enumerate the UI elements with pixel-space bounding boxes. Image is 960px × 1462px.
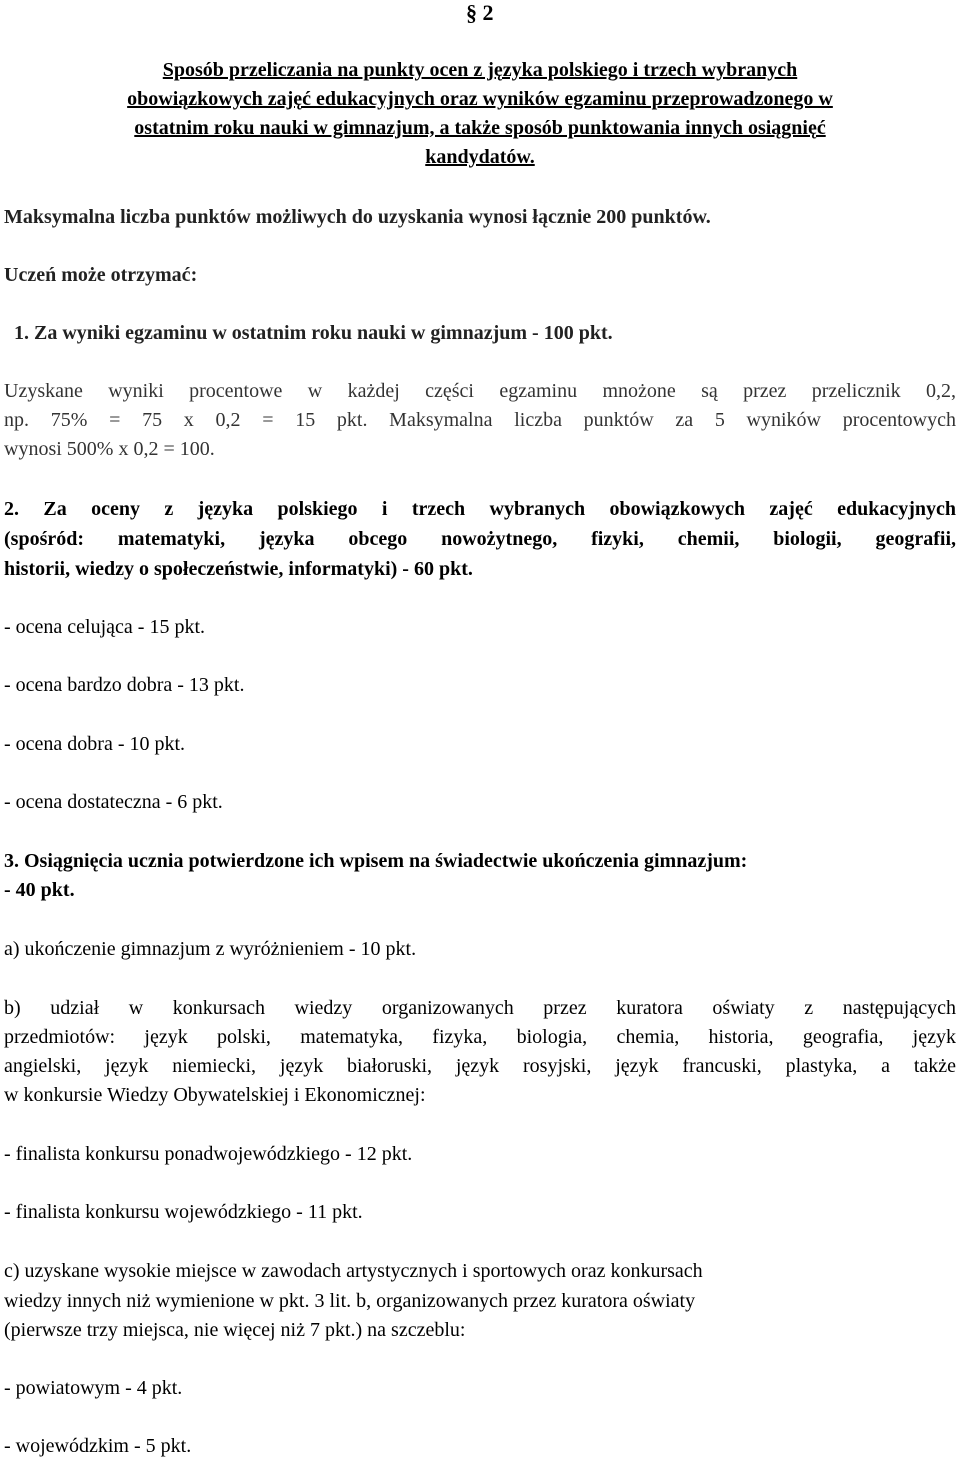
level-powiatowy: - powiatowym - 4 pkt. bbox=[4, 1377, 183, 1399]
item3-c-line-3: (pierwsze trzy miejsca, nie więcej niż 7 pkt.) na szczeblu: bbox=[4, 1319, 466, 1341]
grade-dobra: - ocena dobra - 10 pkt. bbox=[4, 733, 186, 755]
item2-line-3: historii, wiedzy o społeczeństwie, informatyki) - 60 pkt. bbox=[4, 558, 473, 580]
item1-line-3: wynosi 500% x 0,2 = 100. bbox=[4, 438, 215, 460]
level-wojewodzki: - wojewódzkim - 5 pkt. bbox=[4, 1435, 192, 1457]
item1-line-2: np. 75% = 75 x 0,2 = 15 pkt. Maksymalna liczba punktów za 5 wyników procentowych bbox=[4, 409, 956, 431]
title-line-3: ostatnim roku nauki w gimnazjum, a także sposób punktowania innych osiągnięć bbox=[134, 117, 826, 139]
grade-celujaca: - ocena celująca - 15 pkt. bbox=[4, 616, 206, 638]
title-line-2: obowiązkowych zajęć edukacyjnych oraz wyników egzaminu przeprowadzonego w bbox=[127, 88, 833, 110]
item3-a: a) ukończenie gimnazjum z wyróżnieniem - 10 pkt. bbox=[4, 938, 417, 960]
title-line-1: Sposób przeliczania na punkty ocen z języka polskiego i trzech wybranych bbox=[162, 59, 798, 81]
item3-heading-line-2: - 40 pkt. bbox=[4, 879, 75, 901]
item3-b-line-4: w konkursie Wiedzy Obywatelskiej i Ekonomicznej: bbox=[4, 1084, 426, 1106]
item3-heading-line-1: 3. Osiągnięcia ucznia potwierdzone ich wpisem na świadectwie ukończenia gimnazjum: bbox=[4, 850, 748, 872]
finalist-ponadwojewodzki: - finalista konkursu ponadwojewódzkiego - 12 pkt. bbox=[4, 1143, 413, 1165]
section-mark: § 2 bbox=[466, 0, 494, 25]
title-line-4: kandydatów. bbox=[425, 146, 535, 168]
item2-line-1: 2. Za oceny z języka polskiego i trzech wybranych obowiązkowych zajęć edukacyjnych bbox=[4, 498, 956, 520]
item1-line-1: Uzyskane wyniki procentowe w każdej części egzaminu mnożone są przez przelicznik 0,2, bbox=[4, 380, 956, 402]
finalist-wojewodzki: - finalista konkursu wojewódzkiego - 11 pkt. bbox=[4, 1201, 363, 1223]
item2-line-2: (spośród: matematyki, języka obcego nowożytnego, fizyki, chemii, biologii, geografii, bbox=[4, 528, 956, 550]
item1-heading: 1. Za wyniki egzaminu w ostatnim roku nauki w gimnazjum - 100 pkt. bbox=[14, 322, 613, 344]
grade-dostateczna: - ocena dostateczna - 6 pkt. bbox=[4, 791, 223, 813]
item3-b-line-2: przedmiotów: język polski, matematyka, fizyka, biologia, chemia, historia, geografia, język bbox=[4, 1026, 956, 1048]
item3-c-line-2: wiedzy innych niż wymienione w pkt. 3 lit. b, organizowanych przez kuratora oświaty bbox=[4, 1290, 696, 1312]
item3-c-line-1: c) uzyskane wysokie miejsce w zawodach artystycznych i sportowych oraz konkursach bbox=[4, 1260, 703, 1282]
student-can-text: Uczeń może otrzymać: bbox=[4, 264, 198, 286]
item3-b-line-1: b) udział w konkursach wiedzy organizowanych przez kuratora oświaty z następujących bbox=[4, 997, 956, 1019]
max-points-text: Maksymalna liczba punktów możliwych do uzyskania wynosi łącznie 200 punktów. bbox=[4, 206, 711, 228]
item3-b-line-3: angielski, język niemiecki, język białoruski, język rosyjski, język francuski, plastyka, a także bbox=[4, 1055, 956, 1077]
grade-bardzo-dobra: - ocena bardzo dobra - 13 pkt. bbox=[4, 674, 245, 696]
